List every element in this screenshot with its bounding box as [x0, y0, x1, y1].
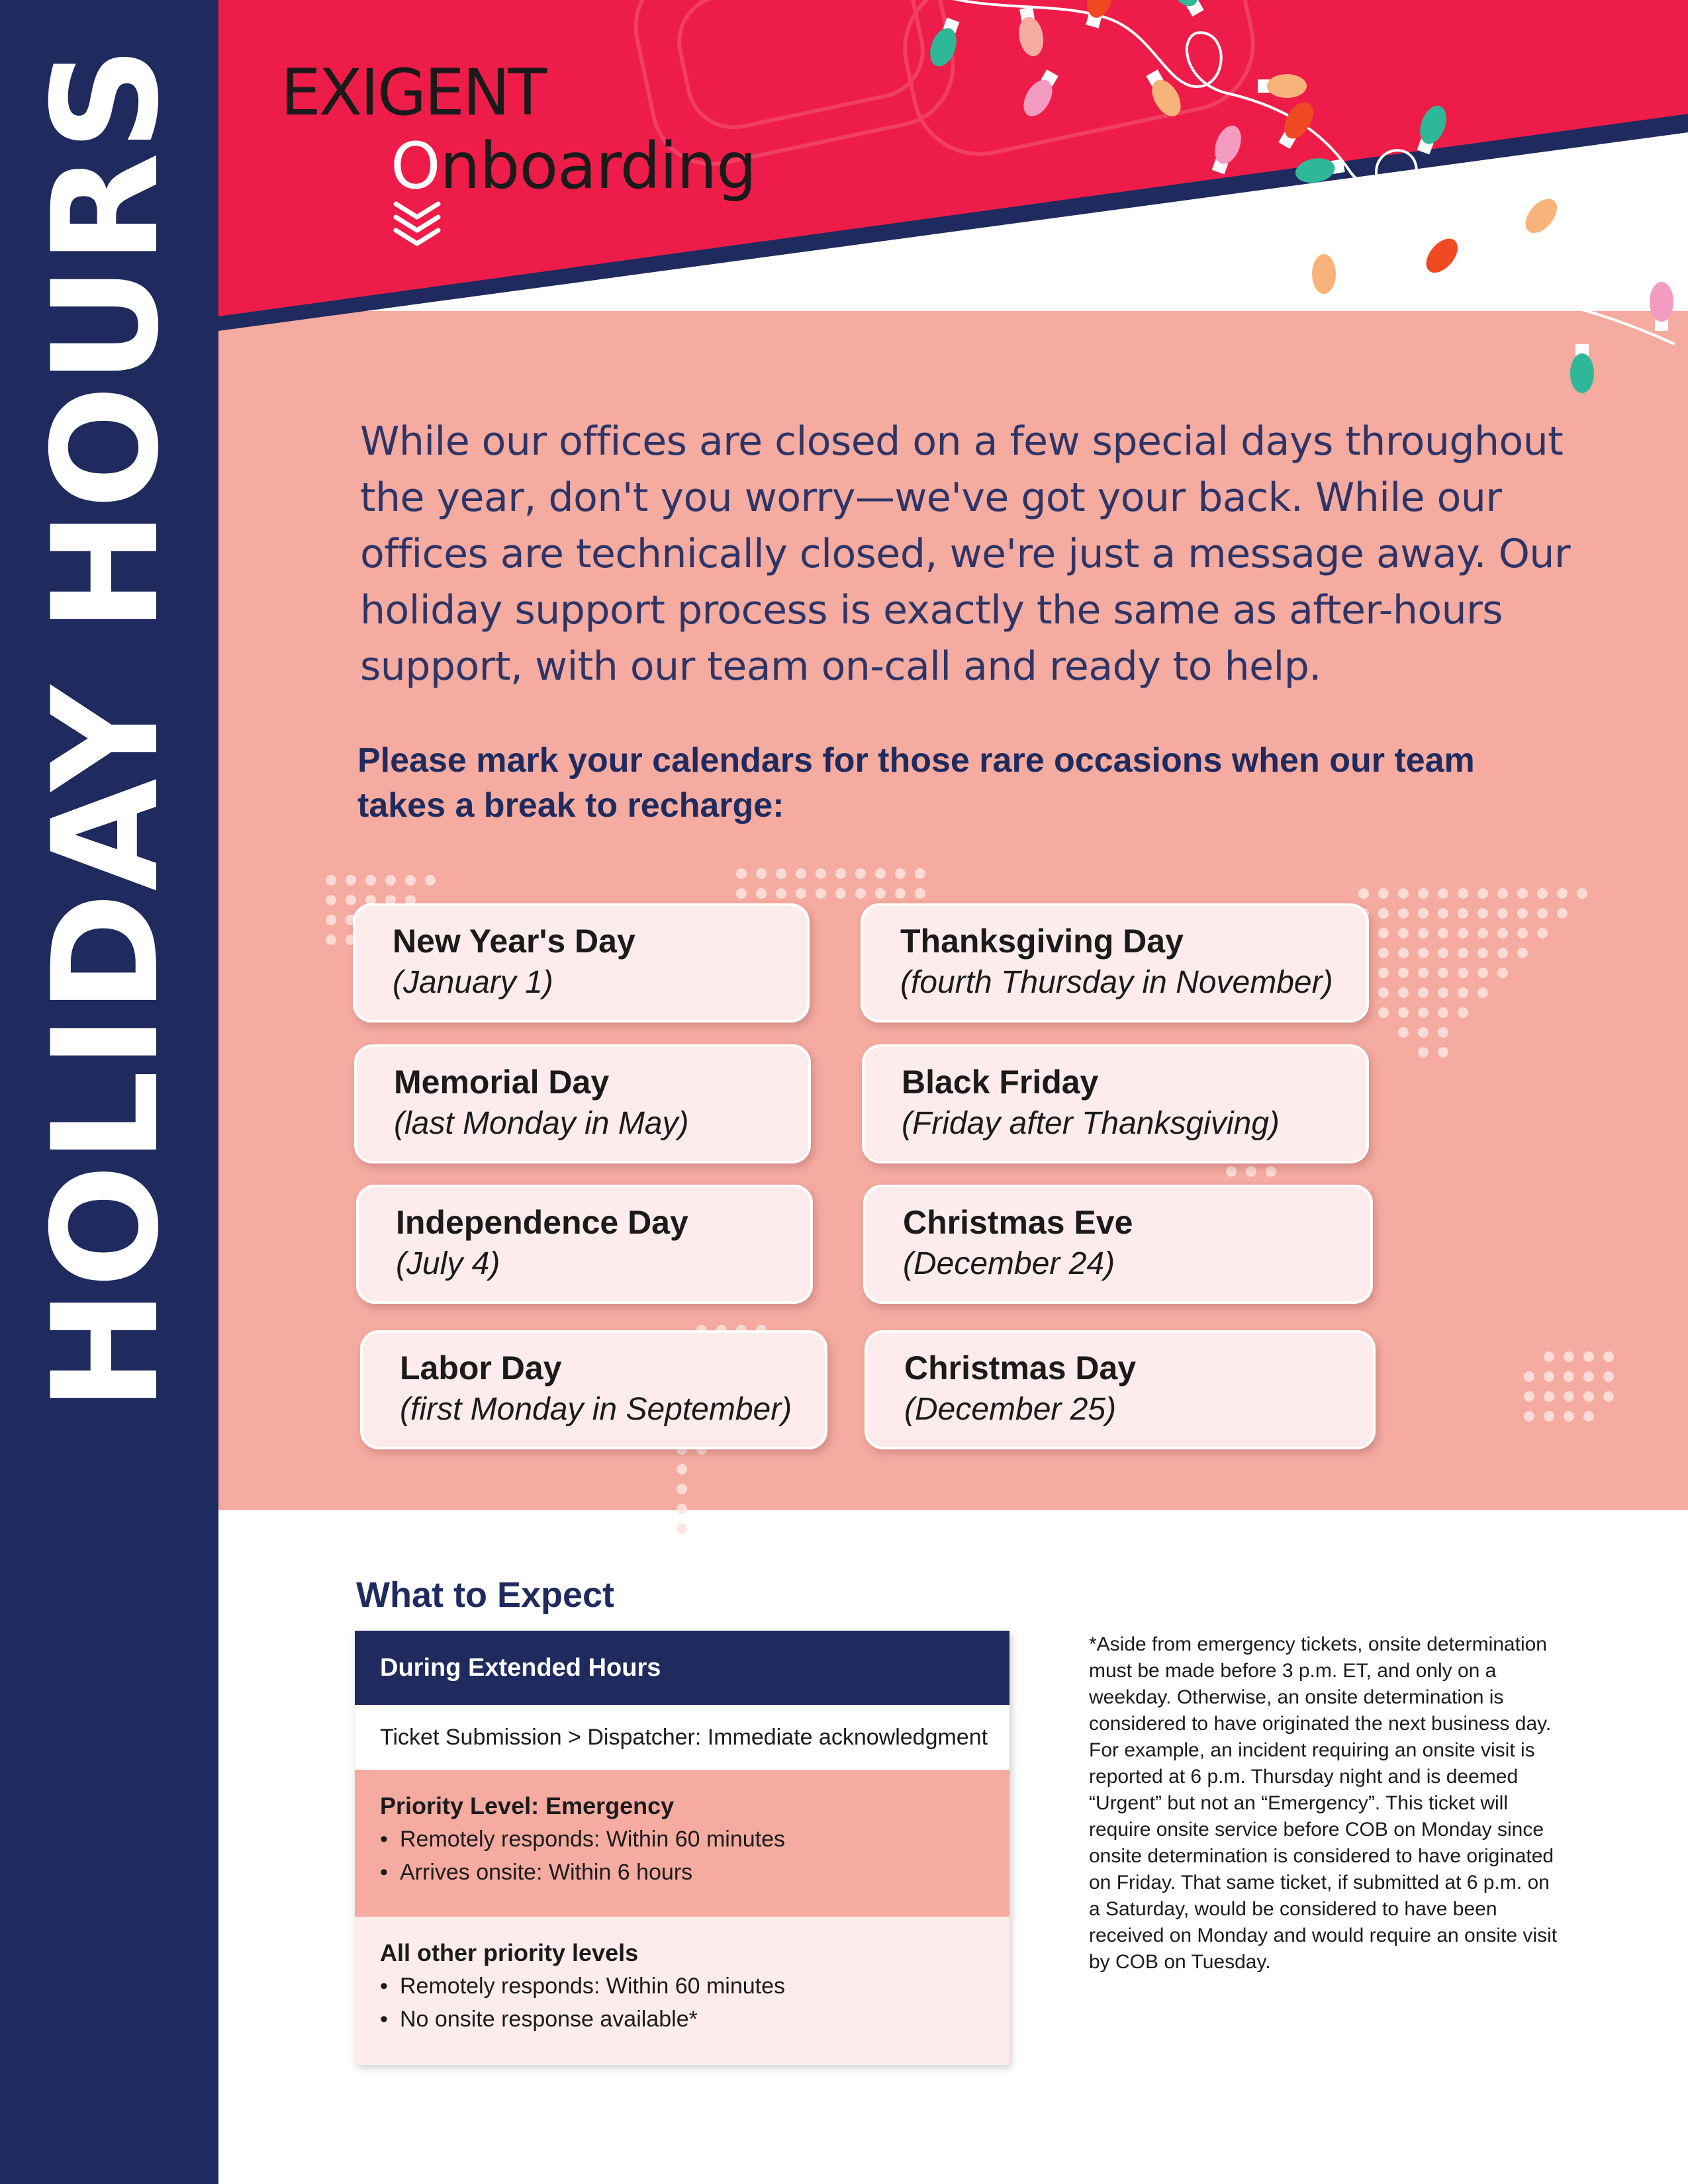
- intro-paragraph: While our offices are closed on a few special days throughout the year, don't you worry—we've got your back. While our offices are technically closed, we're just a message away. Our holiday support process is exactly the same as after-hours support, with our team on-call and ready to help.: [360, 418, 1571, 690]
- logo-wordmark: EXIGENT: [281, 56, 545, 130]
- holiday-date: (Friday after Thanksgiving): [902, 1106, 1280, 1141]
- bullet: •: [380, 1860, 388, 1885]
- holiday-card: [863, 1185, 1373, 1304]
- list-item: [380, 1823, 1009, 1856]
- holiday-name: New Year's Day: [393, 923, 635, 960]
- holiday-name: Christmas Eve: [903, 1204, 1133, 1241]
- holiday-date: (December 24): [903, 1246, 1115, 1281]
- holiday-card: [354, 1044, 811, 1163]
- list-item-text: Remotely responds: Within 60 minutes: [400, 1974, 786, 1999]
- holiday-card: [360, 1330, 827, 1449]
- bullet: •: [380, 2007, 388, 2032]
- extended-hours-table: [355, 1631, 1009, 2065]
- bullet: •: [380, 1974, 388, 1999]
- holiday-name: Thanksgiving Day: [900, 923, 1184, 960]
- bullet: •: [380, 1827, 388, 1852]
- emergency-priority-row: [355, 1770, 1009, 1917]
- logo-onboarding-text: nboarding: [440, 129, 757, 203]
- holiday-card: [353, 903, 810, 1023]
- list-item: [380, 1970, 1009, 2003]
- holiday-card: [865, 1330, 1376, 1449]
- holiday-date: (last Monday in May): [394, 1106, 689, 1141]
- holiday-name: Labor Day: [400, 1349, 562, 1387]
- onboarding-logo: [391, 129, 757, 203]
- emergency-title: Priority Level: Emergency: [380, 1792, 675, 1819]
- sidebar-band: [0, 0, 218, 2184]
- list-item: [380, 1856, 1009, 1889]
- other-priority-title: All other priority levels: [380, 1939, 639, 1966]
- holiday-date: (July 4): [396, 1246, 500, 1281]
- other-priority-row: [355, 1917, 1009, 2065]
- calendar-lead-text: Please mark your calendars for those rare occasions when our team takes a break to recharge:: [357, 741, 1475, 825]
- light-bulbs: [925, 0, 1673, 393]
- holiday-card: [862, 1044, 1369, 1163]
- brand-logo: [281, 56, 545, 130]
- ticket-submission-row: Ticket Submission > Dispatcher: Immediate acknowledgment: [355, 1705, 1009, 1770]
- holiday-date: (December 25): [904, 1392, 1117, 1427]
- holiday-name: Independence Day: [396, 1204, 688, 1241]
- holiday-name: Black Friday: [902, 1064, 1099, 1101]
- list-item-text: No onsite response available*: [400, 2007, 698, 2032]
- holiday-date: (first Monday in September): [400, 1392, 792, 1427]
- holiday-card: [861, 903, 1369, 1023]
- holiday-name: Memorial Day: [394, 1064, 610, 1101]
- holiday-date: (January 1): [393, 965, 553, 1000]
- list-item-text: Remotely responds: Within 60 minutes: [400, 1827, 786, 1852]
- what-to-expect-heading: What to Expect: [356, 1575, 615, 1615]
- holiday-date: (fourth Thursday in November): [900, 965, 1333, 1000]
- logo-o-letter: O: [391, 129, 440, 203]
- holiday-name: Christmas Day: [904, 1349, 1137, 1387]
- list-item-text: Arrives onsite: Within 6 hours: [400, 1860, 693, 1885]
- onsite-footnote: *Aside from emergency tickets, onsite determination must be made before 3 p.m. ET, and only on a weekday. Otherwise, an onsite determination is considered to have originated the next business day. For example, an incident requiring an onsite visit is reported at 6 p.m. Thursday night and is deemed “Urgent” but not an “Emergency”. This ticket will require onsite service before COB on Monday since onsite determination is considered to have originated on Friday. That same ticket, if submitted at 6 p.m. on a Saturday, would be considered to have been received on Monday and would require an onsite visit by COB on Tuesday.: [1089, 1633, 1558, 1973]
- holiday-card: [356, 1185, 813, 1304]
- list-item: [380, 2003, 1009, 2036]
- page-title: HOLIDAY HOURS: [21, 44, 191, 1412]
- chevron-down-icon: [391, 199, 444, 251]
- string-lights-decoration: [914, 0, 1688, 424]
- table-header: During Extended Hours: [355, 1631, 1009, 1705]
